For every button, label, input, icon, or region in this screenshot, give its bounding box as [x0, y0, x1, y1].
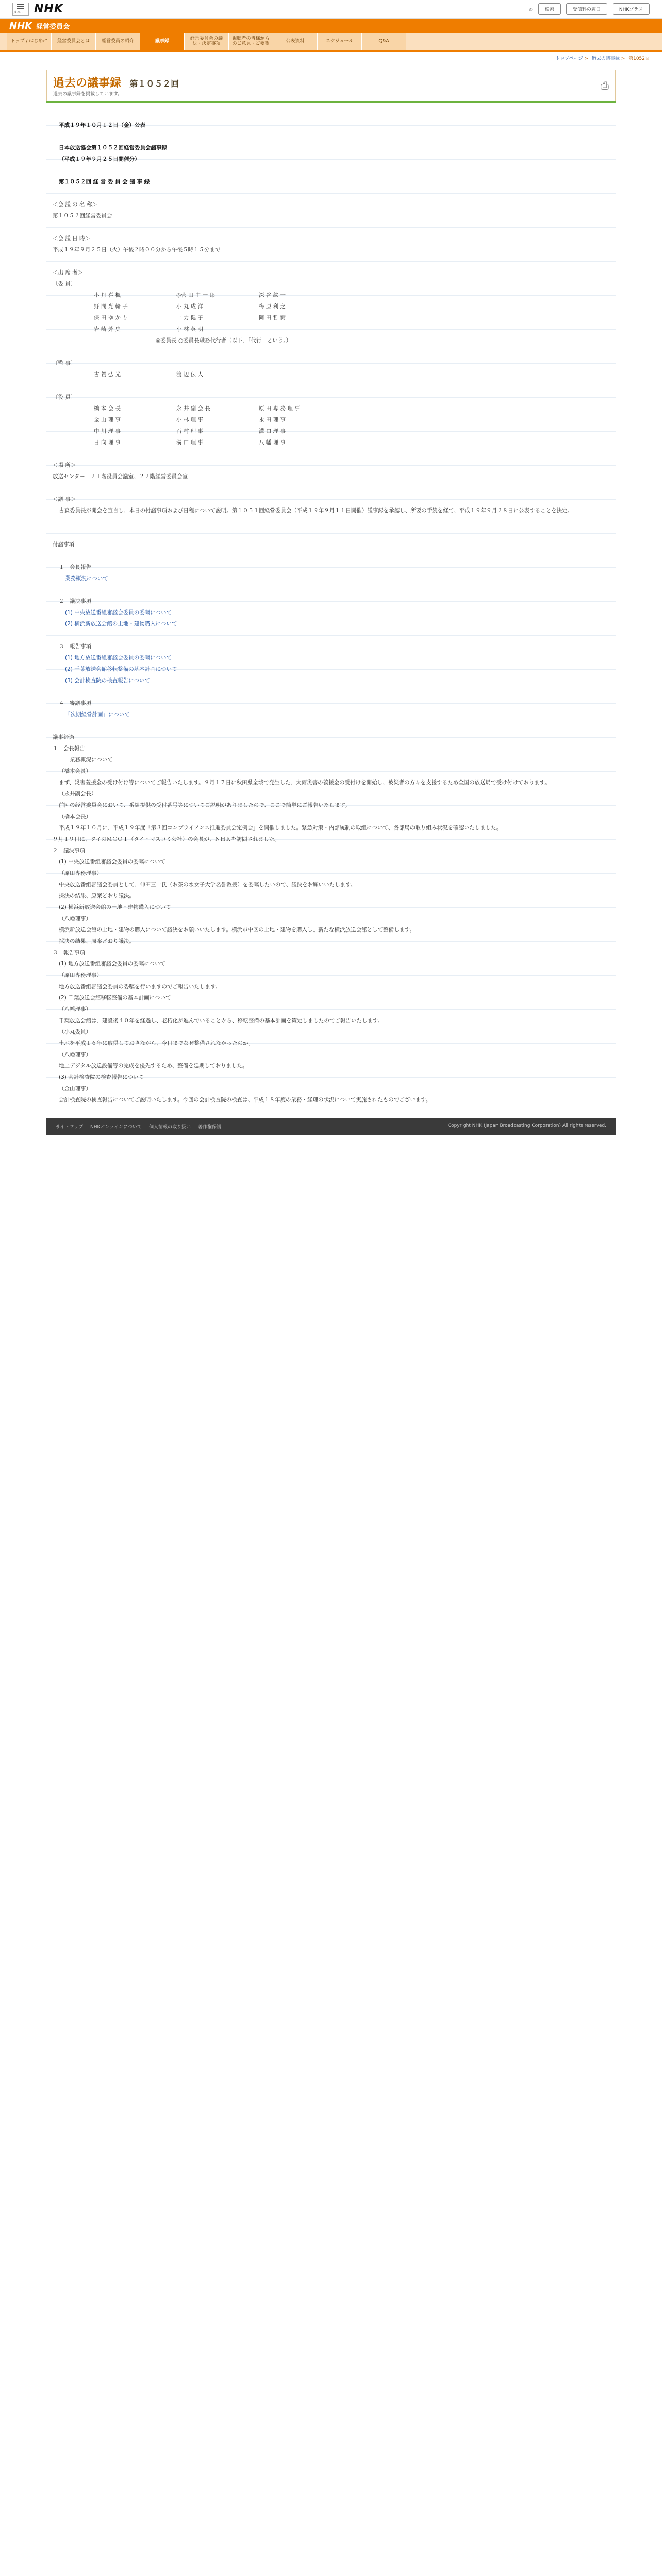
minutes-line: 会計検査院の検査報告についてご説明いたします。今回の会計検査院の検査は、平成１８年度の業務・経理の状況について実施されたものでございます。 [59, 1097, 432, 1103]
agenda-item-link[interactable]: (2) 千葉放送会館移転整備の基本計画について [65, 666, 177, 672]
person-name: 日 向 理 事 [94, 439, 121, 446]
committee-header [0, 19, 662, 33]
search-icon[interactable]: ⌕ [528, 5, 533, 13]
person-name: 八 幡 理 事 [259, 439, 286, 446]
agenda-item-link[interactable]: (3) 会計検査院の検査報告について [65, 677, 151, 684]
place-value: 放送センター ２１階役員会議室、２２階経営委員会室 [53, 473, 188, 480]
minutes-line: １ 会長報告 [53, 745, 85, 752]
breadcrumb-home[interactable]: トップページ [555, 56, 583, 61]
agenda-item-link[interactable]: 「次期経営計画」について [65, 711, 130, 718]
agenda-heading: １ 会長報告 [59, 564, 91, 570]
minutes-title: 議事経過 [53, 734, 74, 740]
minutes-line: （八幡理事） [59, 916, 91, 922]
agenda-heading: ２ 議決事項 [59, 598, 91, 604]
footer [46, 1118, 616, 1135]
minutes-line: 地方放送番組審議会委員の委嘱を行いますのでご報告いたします。 [59, 984, 221, 990]
minutes-line: (1) 中央放送番組審議会委員の委嘱について [59, 859, 166, 865]
minutes-document [46, 103, 616, 1111]
breadcrumb-current: 第1052回 [628, 56, 650, 61]
minutes-line: (1) 地方放送番組審議会委員の委嘱について [59, 961, 166, 967]
person-name: 中 川 理 事 [94, 428, 121, 434]
agenda-item-link[interactable]: (1) 地方放送番組審議会委員の委嘱について [65, 655, 172, 661]
nhkplus-button[interactable]: NHKプラス [613, 3, 650, 15]
header-title[interactable]: 経営委員会 [36, 23, 70, 31]
menu-button[interactable] [12, 3, 29, 16]
minutes-line: 業務概況について [59, 757, 113, 763]
person-name [259, 324, 341, 335]
footer-link[interactable]: 個人情報の取り扱い [148, 1125, 191, 1130]
nav-tab[interactable]: トップ / はじめに [7, 33, 52, 50]
minutes-line: （橋本会長） [59, 768, 91, 774]
name-label: ＜会 議 の 名 称＞ [53, 201, 97, 208]
person-name: 小 林 理 事 [176, 417, 204, 423]
page-subtitle: 過去の議事録を掲載しています。 [53, 92, 123, 97]
minutes-line: (2) 横浜新放送会館の土地・建物購入について [59, 904, 171, 910]
members-note: ◎委員長 ○委員長職務代行者（以下、「代行」という。） [156, 337, 292, 344]
minutes-line: ３ 報告事項 [53, 950, 85, 956]
minutes-line: （永井副会長） [59, 791, 97, 797]
datetime-value: 平成１９年９月２５日（火）午後２時００分から午後５時１５分まで [53, 247, 221, 253]
session-number: 第１０５２回 [129, 79, 179, 89]
footer-link[interactable]: 著作権保護 [197, 1125, 221, 1130]
nav-tab[interactable]: 経営委員会の議決・決定事項 [185, 33, 229, 50]
agenda-title: 付議事項 [53, 541, 74, 548]
footer-link[interactable]: NHKオンラインについて [90, 1125, 142, 1130]
audit-member: 古 賀 弘 光 [94, 371, 121, 378]
person-name: 溝 口 理 事 [259, 428, 286, 434]
person-name: 野 間 光 輪 子 [94, 303, 128, 310]
audit-member: 渡 辺 伝 人 [176, 371, 204, 378]
title-bar [46, 70, 616, 101]
page-title: 過去の議事録 [53, 77, 122, 90]
person-name: 溝 口 理 事 [176, 439, 204, 446]
publish-date: 平成１９年１０月１２日（金）公表 [59, 122, 145, 128]
agenda-item-link[interactable]: 業務概況について [65, 575, 108, 582]
agenda-heading: ３ 報告事項 [59, 643, 91, 650]
person-name: 永 井 副 会 長 [176, 405, 210, 412]
page-wrap [46, 70, 616, 1135]
minutes-line: 前回の経営委員会において、番組提供の受付番号等についてご説明がありましたので、ここで簡単にご報告いたします。 [59, 802, 351, 808]
doc-note1: 日本放送協会第１０５２回経営委員会議事録 [59, 145, 167, 151]
person-name: 岩 崎 芳 史 [94, 326, 121, 332]
doc-heading: 第１０５２回 経 営 委 員 会 議 事 録 [59, 179, 150, 185]
person-name: 小 丹 喜 楓 [94, 292, 121, 298]
nav-tab[interactable]: 経営委員の紹介 [96, 33, 140, 50]
minutes-line: (3) 会計検査院の検査報告について [59, 1074, 144, 1080]
breadcrumb: トップページ > 過去の議事録 > 第1052回 [555, 56, 650, 61]
nav-tab[interactable]: スケジュール [318, 33, 362, 50]
print-icon[interactable]: ⎙ [601, 79, 609, 92]
minutes-line: 横浜新放送会館の土地・建物の購入について議決をお願いいたします。横浜市中区の土地・建物を購入し、新たな横浜放送会館として整備します。 [59, 927, 416, 933]
members-label: 〔委 員〕 [53, 281, 76, 287]
minutes-line: 採決の結果、原案どおり議決。 [59, 938, 135, 944]
person-name: 永 田 理 事 [259, 417, 286, 423]
agenda-list [53, 550, 609, 720]
main-nav [0, 33, 662, 52]
minutes-line: （原田専務理事） [59, 870, 102, 876]
global-topbar [0, 0, 662, 19]
nav-tab[interactable]: Q&A [362, 33, 406, 50]
nhk-brand [12, 3, 63, 16]
person-name: 小 丸 成 洋 [176, 303, 204, 310]
minutes-body [53, 743, 609, 1106]
minutes-line: （原田専務理事） [59, 972, 102, 978]
person-name: 金 山 理 事 [94, 417, 121, 423]
minutes-line: （橋本会長） [59, 814, 91, 820]
minutes-line: まず、災害義援金の受け付け等についてご報告いたします。９月１７日に秋田県全域で発生した、大雨災害の義援金の受付けを開始し、被災者の方々を支援するため全国の放送局で受け付けております。 [59, 779, 550, 786]
exec-label: 〔役 員〕 [53, 394, 76, 400]
top-actions [529, 3, 650, 15]
menu-label: メニュー [13, 10, 28, 14]
minutes-line: 平成１９年１０月に、平成１９年度「第３回コンプライアンス推進委員会定例会」を開催しました。緊急対策・内部統制の取組について、各部局の取り組み状況を確認いたしました。 [59, 825, 502, 831]
place-label: ＜場 所＞ [53, 462, 76, 468]
login-button[interactable]: 受信料の窓口 [566, 3, 607, 15]
footer-link[interactable]: サイトマップ [56, 1125, 84, 1130]
agenda-heading: ４ 審議事項 [59, 700, 91, 706]
minutes-line: 地上デジタル放送設備等の完成を優先するため、整備を延期しておりました。 [59, 1063, 248, 1069]
minutes-line: ２ 議決事項 [53, 848, 85, 854]
breadcrumb-past[interactable]: 過去の議事録 [591, 56, 620, 61]
footer-links [56, 1123, 228, 1130]
person-name: 保 田 ゆ か り [94, 315, 128, 321]
members-table [53, 290, 609, 335]
nhk-logo[interactable]: NHK [34, 3, 63, 15]
doc-note2: （平成１９年９月２５日開催分） [59, 156, 140, 162]
header-logo[interactable]: NHK [9, 20, 32, 31]
minutes-line: （金山理事） [59, 1086, 91, 1092]
minutes-line: 土地を平成１６年に取得しておきながら、今日までなぜ整備されなかったのか。 [59, 1040, 254, 1046]
nav-tab[interactable]: 経営委員会とは [52, 33, 96, 50]
nav-tab[interactable]: 議事録 [140, 33, 185, 50]
minutes-line: ９月１９日に、タイのＭＣＯＴ（タイ・マスコミ公社）の会長が、ＮＨＫを訪問されました。 [53, 836, 280, 842]
person-name: 一 力 健 子 [176, 315, 204, 321]
agenda-item-link[interactable]: (2) 横浜新放送会館の土地・建物購入について [65, 621, 177, 627]
person-name: 橋 本 会 長 [94, 405, 121, 412]
audit-label: 〔監 事〕 [53, 360, 76, 366]
minutes-line: 採決の結果、原案どおり議決。 [59, 893, 135, 899]
person-name: 小 林 英 明 [176, 326, 204, 332]
datetime-label: ＜会 議 日 時＞ [53, 235, 91, 242]
name-value: 第１０５２回経営委員会 [53, 213, 112, 219]
person-name: 原 田 専 務 理 事 [259, 405, 300, 412]
footer-copyright: Copyright NHK (Japan Broadcasting Corporation) All rights reserved. [448, 1123, 606, 1128]
minutes-line: （八幡理事） [59, 1052, 91, 1058]
audit-table [53, 369, 609, 380]
nav-tab[interactable]: 視聴者の皆様からのご意見・ご要望 [229, 33, 273, 50]
person-name: 深 谷 紘 一 [259, 292, 286, 298]
agenda-item-link[interactable]: (1) 中央放送番組審議会委員の委嘱について [65, 609, 172, 616]
person-name: 梅 原 利 之 [259, 303, 286, 310]
exec-table [53, 403, 609, 448]
minutes-line: （小丸委員） [59, 1029, 91, 1035]
person-name: ◎菅 田 由 一 郎 [176, 292, 216, 298]
person-name: 岡 田 哲 爾 [259, 315, 286, 321]
process-text: 古森委員長が開会を宣言し、本日の付議事項および日程について説明。第１０５１回経営委員会（平成１９年９月１１日開催）議事録を承認し、所要の手続を経て、平成１９年９月２８日に公表することを決定。 [59, 507, 573, 514]
person-name: 石 村 理 事 [176, 428, 204, 434]
nav-tab[interactable]: 公表資料 [273, 33, 318, 50]
process-label: ＜議 事＞ [53, 496, 76, 502]
search-button[interactable]: 検索 [538, 3, 561, 15]
minutes-line: (2) 千葉放送会館移転整備の基本計画について [59, 995, 171, 1001]
minutes-line: （八幡理事） [59, 1006, 91, 1012]
attend-label: ＜出 席 者＞ [53, 269, 84, 276]
minutes-line: 千葉放送会館は、建設後４０年を経過し、老朽化が進んでいることから、移転整備の基本計画を策定しましたのでご報告いたします。 [59, 1018, 384, 1024]
minutes-line: 中央放送番組審議会委員として、伸田三一氏（お茶の水女子大学名誉教授）を委嘱したいので、議決をお願いいたします。 [59, 882, 356, 888]
